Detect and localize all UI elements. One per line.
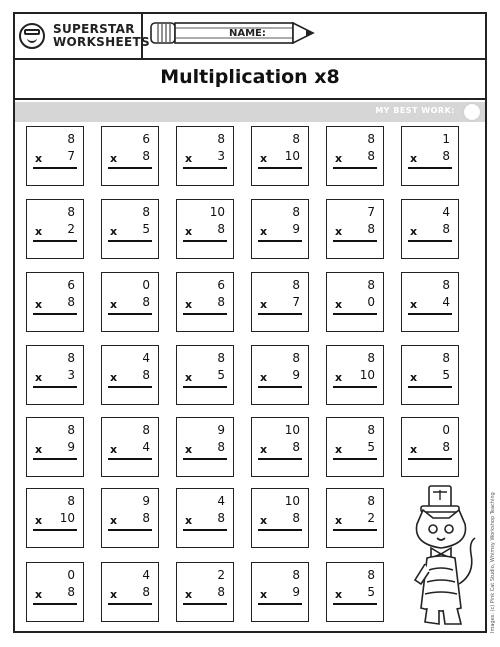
problem-box — [26, 126, 84, 186]
page-title: Multiplication x8 — [160, 66, 340, 88]
top-number: 8 — [367, 423, 375, 437]
problem-box — [176, 199, 234, 259]
answer-line — [408, 458, 452, 460]
bottom-number: 4 — [442, 295, 450, 309]
multiply-sign: x — [185, 371, 193, 384]
multiply-sign: x — [410, 298, 418, 311]
top-number: 8 — [442, 351, 450, 365]
top-number: 2 — [217, 568, 225, 582]
multiply-sign: x — [335, 514, 343, 527]
answer-line — [108, 386, 152, 388]
logo-line-1: SUPERSTAR — [53, 22, 135, 36]
multiply-sign: x — [260, 152, 268, 165]
multiply-sign: x — [410, 443, 418, 456]
top-number: 4 — [442, 205, 450, 219]
answer-line — [108, 458, 152, 460]
multiply-sign: x — [185, 514, 193, 527]
top-number: 0 — [67, 568, 75, 582]
bottom-number: 8 — [367, 149, 375, 163]
bottom-number: 9 — [292, 368, 300, 382]
answer-line — [258, 386, 302, 388]
image-credit: Images: (c) Pink Cat Studio, Whimsy Workshop Teaching — [490, 492, 496, 633]
problem-box — [176, 345, 234, 405]
problem-box — [101, 345, 159, 405]
top-number: 8 — [67, 494, 75, 508]
top-number: 8 — [367, 351, 375, 365]
problem-box — [251, 345, 309, 405]
bottom-number: 2 — [367, 511, 375, 525]
multiply-sign: x — [335, 588, 343, 601]
problem-box — [101, 562, 159, 622]
problem-box — [101, 199, 159, 259]
top-number: 8 — [442, 278, 450, 292]
multiply-sign: x — [110, 371, 118, 384]
answer-line — [108, 167, 152, 169]
answer-line — [33, 167, 77, 169]
top-number: 8 — [292, 278, 300, 292]
answer-line — [258, 529, 302, 531]
multiply-sign: x — [185, 588, 193, 601]
problem-box — [26, 272, 84, 332]
multiply-sign: x — [335, 298, 343, 311]
answer-line — [33, 603, 77, 605]
bottom-number: 4 — [142, 440, 150, 454]
top-number: 8 — [217, 132, 225, 146]
bottom-number: 8 — [292, 440, 300, 454]
answer-line — [258, 313, 302, 315]
bottom-number: 8 — [142, 585, 150, 599]
answer-line — [333, 240, 377, 242]
bottom-number: 8 — [67, 295, 75, 309]
answer-line — [33, 313, 77, 315]
bottom-number: 8 — [67, 585, 75, 599]
problem-box — [176, 417, 234, 477]
multiply-sign: x — [185, 152, 193, 165]
bottom-number: 8 — [217, 222, 225, 236]
problem-box — [401, 417, 459, 477]
top-number: 8 — [142, 205, 150, 219]
problem-box — [251, 272, 309, 332]
multiply-sign: x — [35, 225, 43, 238]
multiply-sign: x — [410, 152, 418, 165]
answer-line — [258, 167, 302, 169]
top-number: 8 — [217, 351, 225, 365]
multiply-sign: x — [110, 225, 118, 238]
problem-box — [251, 488, 309, 548]
top-number: 8 — [292, 132, 300, 146]
answer-line — [183, 240, 227, 242]
top-number: 8 — [67, 351, 75, 365]
bottom-number: 8 — [142, 511, 150, 525]
top-number: 8 — [367, 132, 375, 146]
problem-box — [326, 272, 384, 332]
problem-box — [326, 199, 384, 259]
answer-line — [183, 603, 227, 605]
answer-line — [408, 240, 452, 242]
top-number: 6 — [142, 132, 150, 146]
top-number: 8 — [67, 205, 75, 219]
bottom-number: 3 — [217, 149, 225, 163]
top-number: 9 — [142, 494, 150, 508]
problem-box — [401, 199, 459, 259]
problem-box — [26, 417, 84, 477]
problem-box — [101, 488, 159, 548]
answer-line — [108, 529, 152, 531]
logo — [13, 12, 150, 60]
problem-box — [176, 562, 234, 622]
problem-box — [326, 488, 384, 548]
answer-line — [258, 603, 302, 605]
problem-box — [251, 126, 309, 186]
multiply-sign: x — [35, 443, 43, 456]
top-number: 4 — [217, 494, 225, 508]
answer-line — [183, 386, 227, 388]
multiply-sign: x — [35, 152, 43, 165]
answer-line — [408, 167, 452, 169]
bottom-number: 8 — [217, 585, 225, 599]
bottom-number: 7 — [292, 295, 300, 309]
answer-line — [258, 240, 302, 242]
bottom-number: 7 — [67, 149, 75, 163]
top-number: 8 — [367, 568, 375, 582]
top-number: 8 — [67, 423, 75, 437]
top-number: 4 — [142, 351, 150, 365]
bottom-number: 10 — [59, 511, 75, 525]
problem-box — [26, 562, 84, 622]
top-number: 8 — [367, 494, 375, 508]
answer-line — [333, 458, 377, 460]
problem-box — [176, 488, 234, 548]
bottom-number: 8 — [442, 222, 450, 236]
problem-box — [26, 199, 84, 259]
bottom-number: 8 — [217, 440, 225, 454]
multiply-sign: x — [410, 371, 418, 384]
problem-box — [251, 562, 309, 622]
bottom-number: 8 — [442, 149, 450, 163]
bottom-number: 5 — [367, 585, 375, 599]
bottom-number: 10 — [359, 368, 375, 382]
multiply-sign: x — [260, 443, 268, 456]
problem-box — [26, 345, 84, 405]
problem-box — [176, 272, 234, 332]
answer-line — [33, 240, 77, 242]
top-number: 4 — [142, 568, 150, 582]
bottom-number: 9 — [292, 222, 300, 236]
problem-box — [401, 126, 459, 186]
problem-box — [26, 488, 84, 548]
answer-line — [108, 603, 152, 605]
name-label: NAME: — [229, 28, 266, 39]
top-number: 6 — [67, 278, 75, 292]
bottom-number: 8 — [367, 222, 375, 236]
answer-line — [183, 167, 227, 169]
top-number: 7 — [367, 205, 375, 219]
bottom-number: 5 — [217, 368, 225, 382]
multiply-sign: x — [110, 443, 118, 456]
title-divider — [13, 98, 487, 100]
top-number: 10 — [209, 205, 225, 219]
top-number: 8 — [142, 423, 150, 437]
bottom-number: 8 — [142, 149, 150, 163]
multiply-sign: x — [260, 371, 268, 384]
multiply-sign: x — [335, 371, 343, 384]
answer-line — [333, 313, 377, 315]
cat-mascot-illustration-icon — [403, 484, 481, 630]
problem-box — [101, 417, 159, 477]
top-number: 10 — [284, 423, 300, 437]
answer-line — [108, 240, 152, 242]
multiply-sign: x — [110, 588, 118, 601]
answer-line — [333, 386, 377, 388]
bottom-number: 9 — [292, 585, 300, 599]
top-number: 9 — [217, 423, 225, 437]
best-work-label: MY BEST WORK: — [375, 106, 455, 115]
bottom-number: 8 — [142, 368, 150, 382]
top-number: 8 — [67, 132, 75, 146]
bottom-number: 8 — [142, 295, 150, 309]
multiply-sign: x — [185, 298, 193, 311]
top-number: 6 — [217, 278, 225, 292]
multiply-sign: x — [35, 371, 43, 384]
answer-line — [33, 386, 77, 388]
star-face-logo-icon — [19, 23, 45, 49]
bottom-number: 3 — [67, 368, 75, 382]
answer-line — [33, 529, 77, 531]
problem-box — [101, 126, 159, 186]
answer-line — [183, 458, 227, 460]
problem-box — [176, 126, 234, 186]
problem-box — [401, 345, 459, 405]
multiply-sign: x — [260, 588, 268, 601]
problem-box — [251, 417, 309, 477]
problem-box — [401, 272, 459, 332]
multiply-sign: x — [410, 225, 418, 238]
answer-line — [333, 529, 377, 531]
answer-line — [108, 313, 152, 315]
top-number: 0 — [442, 423, 450, 437]
answer-line — [333, 603, 377, 605]
bottom-number: 2 — [67, 222, 75, 236]
bottom-number: 8 — [217, 295, 225, 309]
best-work-bar — [15, 102, 485, 122]
multiply-sign: x — [35, 298, 43, 311]
top-number: 8 — [292, 568, 300, 582]
top-number: 8 — [367, 278, 375, 292]
answer-line — [408, 386, 452, 388]
problem-box — [326, 417, 384, 477]
answer-line — [33, 458, 77, 460]
multiply-sign: x — [35, 514, 43, 527]
top-number: 8 — [292, 351, 300, 365]
answer-line — [408, 313, 452, 315]
multiply-sign: x — [110, 298, 118, 311]
top-number: 0 — [142, 278, 150, 292]
problem-box — [251, 199, 309, 259]
multiply-sign: x — [335, 443, 343, 456]
answer-line — [333, 167, 377, 169]
bottom-number: 10 — [284, 149, 300, 163]
multiply-sign: x — [260, 514, 268, 527]
bottom-number: 5 — [442, 368, 450, 382]
bottom-number: 8 — [292, 511, 300, 525]
multiply-sign: x — [185, 443, 193, 456]
answer-line — [258, 458, 302, 460]
multiply-sign: x — [260, 225, 268, 238]
logo-line-2: WORKSHEETS — [53, 35, 150, 49]
bottom-number: 0 — [367, 295, 375, 309]
multiply-sign: x — [335, 225, 343, 238]
header-divider — [13, 58, 487, 60]
multiply-sign: x — [335, 152, 343, 165]
top-number: 8 — [292, 205, 300, 219]
problem-box — [326, 562, 384, 622]
multiply-sign: x — [110, 514, 118, 527]
multiply-sign: x — [110, 152, 118, 165]
bottom-number: 5 — [367, 440, 375, 454]
problem-box — [326, 345, 384, 405]
best-work-checkbox[interactable] — [463, 103, 481, 121]
problem-box — [326, 126, 384, 186]
multiply-sign: x — [260, 298, 268, 311]
answer-line — [183, 529, 227, 531]
top-number: 10 — [284, 494, 300, 508]
bottom-number: 9 — [67, 440, 75, 454]
bottom-number: 8 — [442, 440, 450, 454]
multiply-sign: x — [35, 588, 43, 601]
bottom-number: 5 — [142, 222, 150, 236]
problem-box — [101, 272, 159, 332]
answer-line — [183, 313, 227, 315]
bottom-number: 8 — [217, 511, 225, 525]
top-number: 1 — [442, 132, 450, 146]
multiply-sign: x — [185, 225, 193, 238]
